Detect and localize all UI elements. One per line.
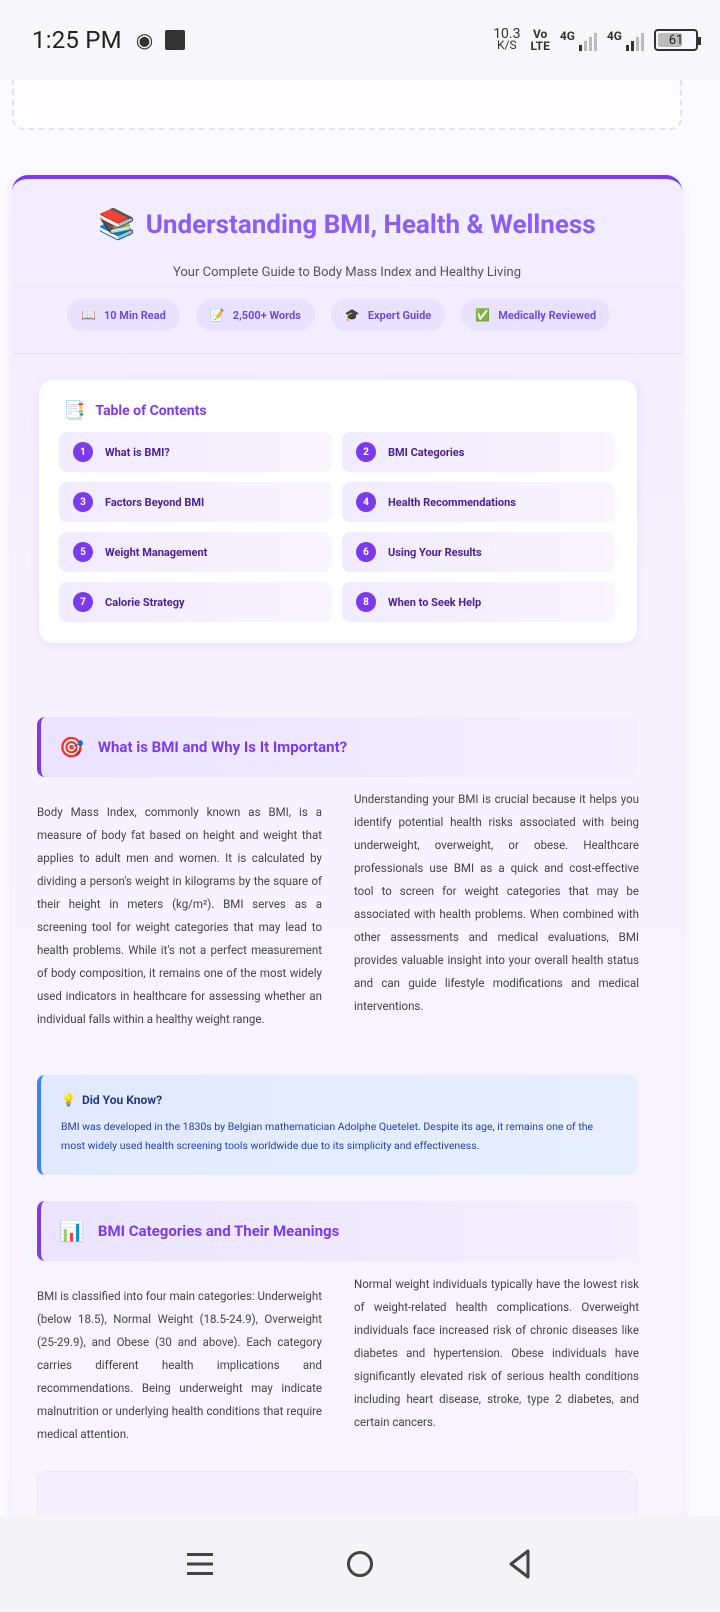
did-you-know-text: BMI was developed in the 1830s by Belgian mathematician Adolphe Quetelet. Despite its age, it remains one of the most widely used health screening tools worldwide due to its simplicity and effectiveness.: [61, 1120, 594, 1152]
check-mark-icon: ✅: [475, 308, 491, 322]
hero-subtitle: Your Complete Guide to Body Mass Index and Healthy Living: [173, 265, 521, 280]
signal-icon-2: 4G: [607, 29, 644, 51]
hero-title: 📚 Understanding BMI, Health & Wellness: [98, 207, 596, 242]
volte-indicator: Vo LTE: [530, 27, 550, 53]
section1-left-text: Body Mass Index, commonly known as BMI, is a measure of body fat based on height and weight that applies to adult men and women. It is calculated by dividing a person's weight in kilograms by the square of their height in meters (kg/m²). BMI serves as a screening tool for weight categories that may lead to health problems. While it's not a perfect measurement of body composition, it remains one of the most widely used indicators in healthcare for assessing whether an individual falls within a healthy weight range.: [37, 805, 322, 1026]
toc-item-recommendations[interactable]: 4 Health Recommendations: [342, 482, 615, 522]
menu-icon: [185, 1550, 215, 1578]
notification-square-icon: [165, 30, 185, 50]
did-you-know-callout: 💡 Did You Know? BMI was developed in the 1830s by Belgian mathematician Adolphe Quetelet. Despite its age, it remains one of the most widely used health screening tools worldwide due to its simplicity and effectiveness.: [37, 1075, 637, 1175]
toc-item-using-results[interactable]: 6 Using Your Results: [342, 532, 615, 572]
home-circle-icon: [345, 1549, 375, 1579]
toc-item-what-is-bmi[interactable]: 1 What is BMI?: [59, 432, 332, 472]
toc-item-calorie-strategy[interactable]: 7 Calorie Strategy: [59, 582, 332, 622]
books-icon: 📚: [98, 207, 136, 242]
table-of-contents: [39, 380, 637, 643]
section-heading-bmi-categories: 📊 BMI Categories and Their Meanings: [37, 1201, 637, 1261]
toc-item-weight-management[interactable]: 5 Weight Management: [59, 532, 332, 572]
status-bar: [0, 0, 720, 80]
toc-item-seek-help[interactable]: 8 When to Seek Help: [342, 582, 615, 622]
article-card: [12, 175, 682, 1575]
toc-title: Table of Contents: [95, 402, 207, 419]
home-button[interactable]: [340, 1544, 380, 1584]
section-heading-what-is-bmi: 🎯 What is BMI and Why Is It Important?: [37, 717, 637, 777]
book-icon: 📖: [81, 308, 96, 322]
badge-read-time: 📖 10 Min Read: [67, 299, 180, 331]
badge-reviewed: ✅ Medically Reviewed: [461, 299, 610, 331]
back-triangle-icon: [506, 1548, 534, 1580]
target-icon: 🎯: [59, 735, 84, 759]
badge-row: [67, 299, 610, 331]
signal-icon: 4G: [560, 29, 597, 51]
toc-item-bmi-categories[interactable]: 2 BMI Categories: [342, 432, 615, 472]
bookmark-tabs-icon: 📑: [63, 400, 86, 421]
back-button[interactable]: [500, 1544, 540, 1584]
system-navigation-bar: [0, 1516, 720, 1612]
recent-apps-button[interactable]: [180, 1544, 220, 1584]
section2-left-text: BMI is classified into four main categories: Underweight (below 18.5), Normal Weight (18.5-24.9), Overweight (25-29.9), and Obese (30 and above). Each category carries different health implications and recommendations. Being underweight may indicate malnutrition or underlying health conditions that require medical attention.: [37, 1289, 322, 1441]
battery-icon: 61: [654, 29, 698, 51]
notification-app-icon: ◉: [135, 28, 154, 52]
graduation-cap-icon: 🎓: [344, 308, 360, 322]
badge-expert: 🎓 Expert Guide: [331, 299, 445, 331]
network-speed: 10.3 K/S: [493, 26, 521, 52]
page-content[interactable]: [0, 80, 720, 1516]
toc-item-factors[interactable]: 3 Factors Beyond BMI: [59, 482, 332, 522]
badge-word-count: 📝 2,500+ Words: [196, 299, 315, 331]
bar-chart-icon: 📊: [59, 1219, 84, 1243]
lightbulb-icon: 💡: [61, 1093, 76, 1107]
memo-icon: 📝: [209, 308, 225, 322]
section2-right-text: Normal weight individuals typically have the lowest risk of weight-related health complications. Overweight individuals face increased risk of chronic diseases like diabetes and hypertension. Obese individuals have significantly elevated risk of serious health conditions including heart disease, stroke, type 2 diabetes, and certain cancers.: [354, 1277, 639, 1429]
status-time: 1:25 PM: [32, 26, 122, 54]
section1-right-text: Understanding your BMI is crucial because it helps you identify potential health risks associated with being underweight, overweight, or obese. Healthcare professionals use BMI as a quick and cost-effective tool to screen for weight categories that may be associated with health problems. When combined with other assessments and medical evaluations, BMI provides valuable insight into your overall health status and can guide lifestyle modifications and medical interventions.: [354, 792, 639, 1013]
